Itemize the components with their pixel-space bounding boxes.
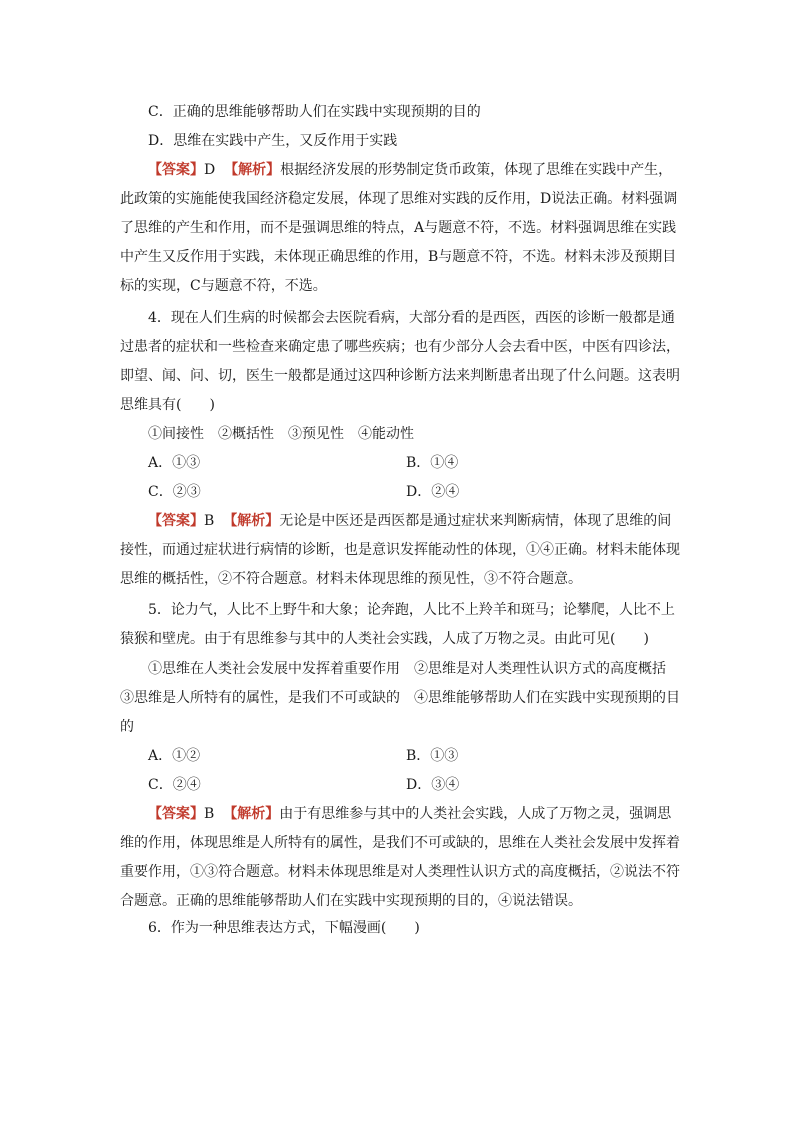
- q5-item-line: ③思维是人所特有的属性，是我们不可或缺的 ④思维能够帮助人们在实践中实现预期的目: [120, 690, 680, 706]
- q4-stem-line: 思维具有( ): [120, 397, 215, 413]
- q4-stem-line: 过患者的症状和一些检查来确定患了哪些疾病；也有少部分人会去看中医，中医有四诊法，: [120, 339, 680, 355]
- answer-tag: 【答案】: [148, 162, 204, 178]
- q4-answer-line-1: [148, 511, 671, 531]
- answer-value: B: [204, 513, 215, 529]
- q5-item-line: ①思维在人类社会发展中发挥着重要作用 ②思维是对人类理性认识方式的高度概括: [148, 661, 666, 677]
- answer-value: D: [204, 162, 216, 178]
- q5-answer-line-1: [148, 804, 671, 824]
- q4-option-c: C．②③: [148, 484, 201, 500]
- q6-stem: 6．作为一种思维表达方式，下幅漫画( ): [148, 920, 420, 936]
- answer-tag: 【答案】: [148, 806, 204, 822]
- q4-analysis-line: 接性，而通过症状进行病情的诊断，也是意识发挥能动性的体现，①④正确。材料未能体现: [120, 542, 680, 558]
- q3-analysis-line: 中产生又反作用于实践，未体现正确思维的作用，B与题意不符，不选。材料未涉及预期目: [120, 249, 677, 265]
- analysis-text: 无论是中医还是西医都是通过症状来判断病情，体现了思维的间: [279, 513, 672, 529]
- analysis-text: 由于有思维参与其中的人类社会实践，人成了万物之灵，强调思: [279, 806, 672, 822]
- q3-analysis-line: 标的实现，C与题意不符，不选。: [120, 278, 327, 294]
- q3-option-c: C．正确的思维能够帮助人们在实践中实现预期的目的: [148, 104, 481, 120]
- q4-items: ①间接性 ②概括性 ③预见性 ④能动性: [148, 426, 414, 442]
- q5-stem-line: 5．论力气，人比不上野牛和大象；论奔跑，人比不上羚羊和斑马；论攀爬，人比不上: [148, 602, 675, 618]
- q5-option-d: D．③④: [406, 777, 460, 793]
- q4-option-d: D．②④: [406, 484, 460, 500]
- analysis-tag: 【解析】: [223, 806, 280, 822]
- q4-stem-line: 即望、闻、问、切，医生一般都是通过这四种诊断方法来判断患者出现了什么问题。这表明: [120, 368, 680, 384]
- q5-analysis-line: 维的作用，体现思维是人所特有的属性，是我们不可或缺的，思维在人类社会发展中发挥着: [120, 835, 680, 851]
- q3-option-d: D．思维在实践中产生，又反作用于实践: [148, 133, 398, 149]
- analysis-tag: 【解析】: [224, 162, 281, 178]
- q4-option-b: B．①④: [406, 455, 459, 471]
- q3-analysis-line: 了思维的产生和作用，而不是强调思维的特点，A与题意不符，不选。材料强调思维在实践: [120, 220, 677, 236]
- analysis-text: 根据经济发展的形势制定货币政策，体现了思维在实践中产生，: [280, 162, 673, 178]
- q5-stem-line: 猿猴和壁虎。由于有思维参与其中的人类社会实践，人成了万物之灵。由此可见( ): [120, 631, 649, 647]
- q5-option-b: B．①③: [406, 748, 459, 764]
- q5-option-a: A．①②: [148, 748, 201, 764]
- q3-answer-line-1: [148, 160, 672, 180]
- q5-item-line: 的: [120, 719, 134, 735]
- q4-stem-line: 4．现在人们生病的时候都会去医院看病，大部分看的是西医，西医的诊断一般都是通: [148, 310, 675, 326]
- q4-analysis-line: 思维的概括性，②不符合题意。材料未体现思维的预见性，③不符合题意。: [120, 571, 582, 587]
- q3-analysis-line: 此政策的实施能使我国经济稳定发展，体现了思维对实践的反作用，D说法正确。材料强调: [120, 191, 678, 207]
- answer-tag: 【答案】: [148, 513, 204, 529]
- q5-option-c: C．②④: [148, 777, 201, 793]
- answer-value: B: [204, 806, 215, 822]
- q5-analysis-line: 重要作用，①③符合题意。材料未体现思维是对人类理性认识方式的高度概括，②说法不符: [120, 864, 680, 880]
- q4-option-a: A．①③: [148, 455, 201, 471]
- q5-analysis-line: 合题意。正确的思维能够帮助人们在实践中实现预期的目的，④说法错误。: [120, 893, 582, 909]
- analysis-tag: 【解析】: [223, 513, 280, 529]
